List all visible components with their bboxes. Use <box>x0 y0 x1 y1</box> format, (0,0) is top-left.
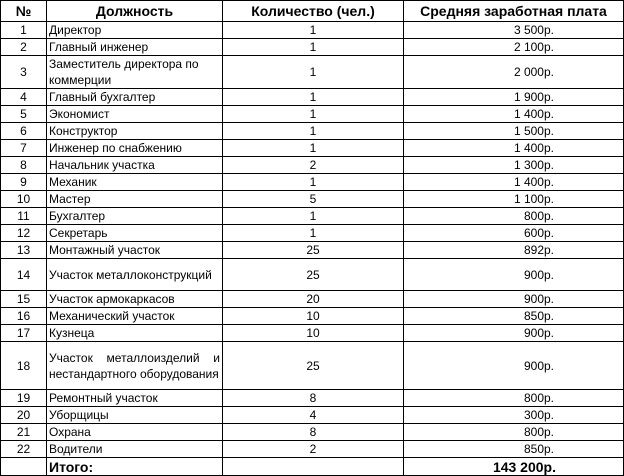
row-number: 4 <box>1 89 47 106</box>
row-position: Водители <box>47 441 223 458</box>
row-salary: 900р. <box>404 325 624 342</box>
row-count: 10 <box>223 325 404 342</box>
table-row <box>1 140 624 157</box>
row-salary: 300р. <box>404 407 624 424</box>
row-count: 10 <box>223 308 404 325</box>
table-row <box>1 174 624 191</box>
row-salary: 900р. <box>404 342 624 390</box>
row-count: 20 <box>223 291 404 308</box>
row-number: 9 <box>1 174 47 191</box>
row-number: 3 <box>1 56 47 89</box>
row-number: 8 <box>1 157 47 174</box>
row-salary: 1 400р. <box>404 140 624 157</box>
row-position: Кузнеца <box>47 325 223 342</box>
row-salary: 1 300р. <box>404 157 624 174</box>
table-row <box>1 39 624 56</box>
row-position: Участок металлоконструкций <box>47 259 223 291</box>
row-position: Монтажный участок <box>47 242 223 259</box>
row-position: Механик <box>47 174 223 191</box>
row-salary: 600р. <box>404 225 624 242</box>
row-salary: 800р. <box>404 390 624 407</box>
row-salary: 850р. <box>404 308 624 325</box>
row-number: 15 <box>1 291 47 308</box>
header-number: № <box>1 1 47 22</box>
table-row <box>1 407 624 424</box>
row-position: Конструктор <box>47 123 223 140</box>
table-row <box>1 208 624 225</box>
table-row <box>1 259 624 291</box>
row-count: 25 <box>223 259 404 291</box>
row-count: 1 <box>223 89 404 106</box>
header-row <box>1 1 624 22</box>
row-position: Секретарь <box>47 225 223 242</box>
row-salary: 1 900р. <box>404 89 624 106</box>
row-position: Начальник участка <box>47 157 223 174</box>
row-count: 1 <box>223 39 404 56</box>
row-position: Участок армокаркасов <box>47 291 223 308</box>
table-row <box>1 89 624 106</box>
row-count: 1 <box>223 225 404 242</box>
table-row <box>1 242 624 259</box>
row-number: 13 <box>1 242 47 259</box>
row-number: 5 <box>1 106 47 123</box>
total-label: Итого: <box>47 458 223 476</box>
table-row <box>1 325 624 342</box>
row-position: Уборщицы <box>47 407 223 424</box>
header-position: Должность <box>47 1 223 22</box>
row-count: 1 <box>223 123 404 140</box>
table-row <box>1 342 624 390</box>
header-count: Количество (чел.) <box>223 1 404 22</box>
row-count: 4 <box>223 407 404 424</box>
row-count: 8 <box>223 390 404 407</box>
row-count: 1 <box>223 208 404 225</box>
row-number: 1 <box>1 22 47 39</box>
row-number: 16 <box>1 308 47 325</box>
table-row <box>1 390 624 407</box>
table-row <box>1 424 624 441</box>
row-salary: 1 400р. <box>404 106 624 123</box>
row-count: 25 <box>223 342 404 390</box>
table-row <box>1 225 624 242</box>
row-salary: 900р. <box>404 259 624 291</box>
row-number: 17 <box>1 325 47 342</box>
row-position: Экономист <box>47 106 223 123</box>
row-number: 19 <box>1 390 47 407</box>
row-salary: 800р. <box>404 424 624 441</box>
total-salary: 143 200р. <box>404 458 624 476</box>
row-position: Главный инженер <box>47 39 223 56</box>
table-row <box>1 441 624 458</box>
row-position: Охрана <box>47 424 223 441</box>
row-number: 2 <box>1 39 47 56</box>
table-body <box>1 22 624 458</box>
header-salary: Средняя заработная плата <box>404 1 624 22</box>
row-position: Мастер <box>47 191 223 208</box>
table-row <box>1 191 624 208</box>
row-position: Участок металлоизделий и нестандартного оборудования <box>47 342 223 390</box>
row-number: 20 <box>1 407 47 424</box>
row-count: 2 <box>223 441 404 458</box>
row-position: Механический участок <box>47 308 223 325</box>
row-number: 21 <box>1 424 47 441</box>
row-salary: 1 500р. <box>404 123 624 140</box>
row-salary: 1 100р. <box>404 191 624 208</box>
row-number: 11 <box>1 208 47 225</box>
row-position: Главный бухгалтер <box>47 89 223 106</box>
row-number: 6 <box>1 123 47 140</box>
row-salary: 3 500р. <box>404 22 624 39</box>
row-count: 1 <box>223 106 404 123</box>
row-salary: 892р. <box>404 242 624 259</box>
row-number: 18 <box>1 342 47 390</box>
row-number: 10 <box>1 191 47 208</box>
row-position: Заместитель директора по коммерции <box>47 56 223 89</box>
table-row <box>1 22 624 39</box>
row-number: 22 <box>1 441 47 458</box>
row-salary: 2 100р. <box>404 39 624 56</box>
row-count: 1 <box>223 22 404 39</box>
row-count: 8 <box>223 424 404 441</box>
row-salary: 800р. <box>404 208 624 225</box>
table-row <box>1 106 624 123</box>
row-count: 1 <box>223 174 404 191</box>
table-row <box>1 308 624 325</box>
row-salary: 850р. <box>404 441 624 458</box>
table-row <box>1 157 624 174</box>
row-position: Ремонтный участок <box>47 390 223 407</box>
row-salary: 900р. <box>404 291 624 308</box>
row-number: 7 <box>1 140 47 157</box>
row-count: 25 <box>223 242 404 259</box>
total-empty-cell <box>1 458 47 476</box>
row-count: 1 <box>223 56 404 89</box>
table-row <box>1 56 624 89</box>
row-number: 12 <box>1 225 47 242</box>
row-position: Директор <box>47 22 223 39</box>
table-row <box>1 291 624 308</box>
row-count: 5 <box>223 191 404 208</box>
row-salary: 2 000р. <box>404 56 624 89</box>
row-number: 14 <box>1 259 47 291</box>
row-count: 2 <box>223 157 404 174</box>
row-position: Инженер по снабжению <box>47 140 223 157</box>
row-count: 1 <box>223 140 404 157</box>
total-count-cell <box>223 458 404 476</box>
row-position: Бухгалтер <box>47 208 223 225</box>
row-salary: 1 400р. <box>404 174 624 191</box>
table-row <box>1 123 624 140</box>
total-row <box>1 458 624 476</box>
